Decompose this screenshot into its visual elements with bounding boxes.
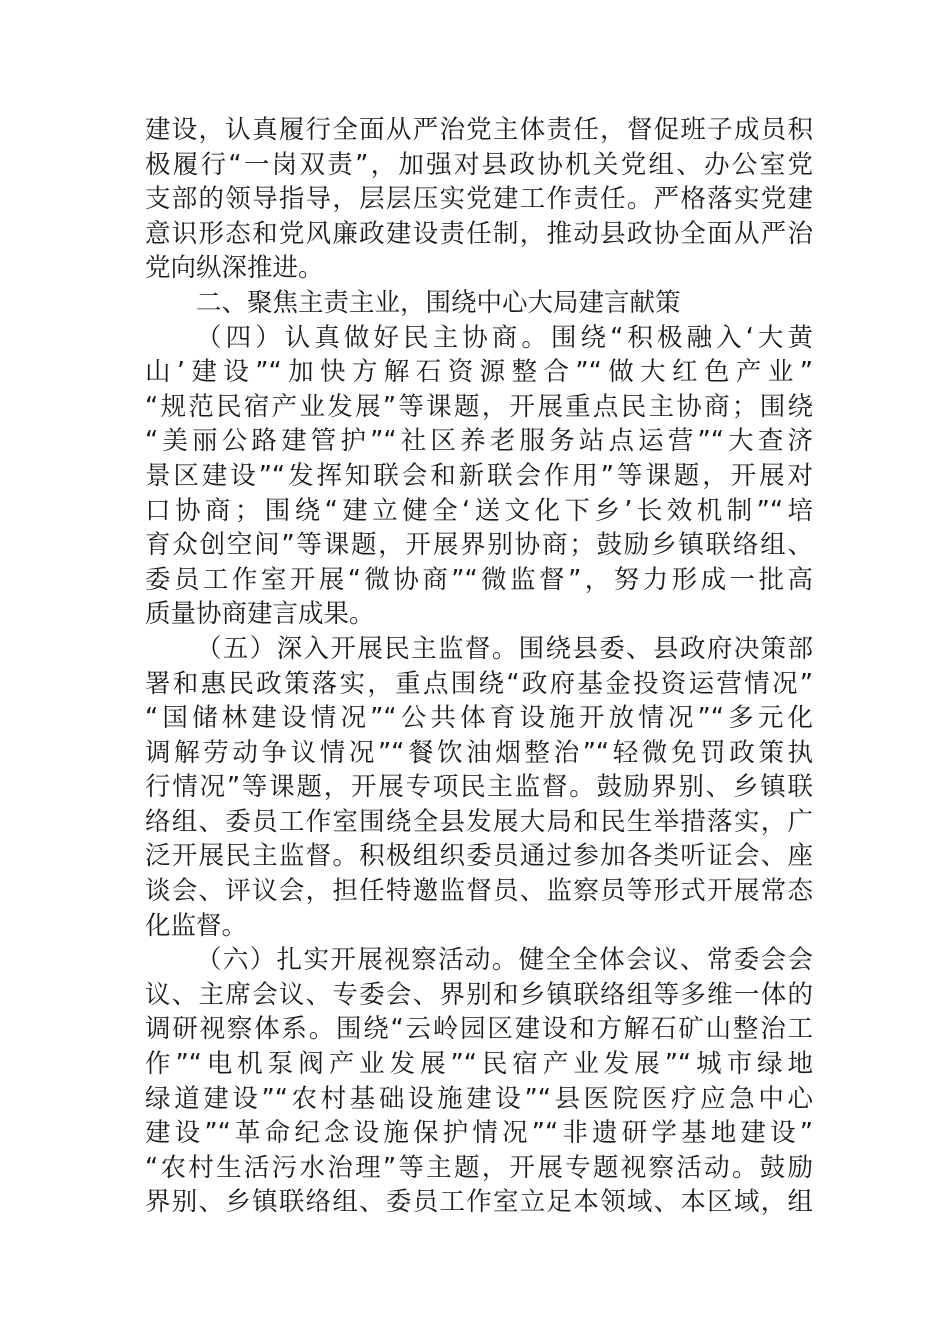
text-line: 党向纵深推进。 — [145, 253, 324, 284]
text-line: 调解劳动争议情况”“餐饮油烟整治”“轻微免罚政策执 — [145, 737, 813, 768]
text-line: “农村生活污水治理”等主题，开展专题视察活动。鼓励 — [145, 1152, 813, 1183]
text-line: 建设，认真履行全面从严治党主体责任，督促班子成员积 — [145, 115, 813, 145]
text-line: 育众创空间”等课题，开展界别协商；鼓励乡镇联络组、 — [145, 530, 813, 561]
text-line: （六）扎实开展视察活动。健全全体会议、常委会会 — [196, 945, 813, 976]
document-body — [145, 113, 813, 1220]
text-line: 口协商；围绕“建立健全‘送文化下乡’长效机制”“培 — [145, 495, 813, 526]
text-line: 山’建设”“加快方解石资源整合”“做大红色产业” — [145, 357, 813, 388]
text-line: 泛开展民主监督。积极组织委员通过参加各类听证会、座 — [145, 841, 813, 872]
text-line: 建设”“革命纪念设施保护情况”“非遗研学基地建设” — [145, 1118, 813, 1149]
text-line: （五）深入开展民主监督。围绕县委、县政府决策部 — [196, 633, 813, 664]
text-line: 作”“电机泵阀产业发展”“民宿产业发展”“城市绿地 — [145, 1049, 813, 1080]
text-line: 质量协商建言成果。 — [145, 599, 375, 630]
text-line: 界别、乡镇联络组、委员工作室立足本领域、本区域，组 — [145, 1187, 813, 1218]
text-line: 化监督。 — [145, 910, 248, 941]
text-line: 支部的领导指导，层层压实党建工作责任。严格落实党建 — [145, 184, 813, 215]
text-line: 意识形态和党风廉政建设责任制，推动县政协全面从严治 — [145, 218, 813, 249]
text-line: “国储林建设情况”“公共体育设施开放情况”“多元化 — [145, 703, 813, 734]
text-line: 谈会、评议会，担任特邀监督员、监察员等形式开展常态 — [145, 876, 813, 907]
text-line: （四）认真做好民主协商。围绕“积极融入‘大黄 — [196, 322, 813, 353]
text-line: “美丽公路建管护”“社区养老服务站点运营”“大查济 — [145, 426, 813, 457]
text-line: “规范民宿产业发展”等课题，开展重点民主协商；围绕 — [145, 391, 813, 422]
text-line: 极履行“一岗双责”，加强对县政协机关党组、办公室党 — [145, 149, 813, 180]
text-line: 络组、委员工作室围绕全县发展大局和民生举措落实，广 — [145, 806, 813, 837]
text-line: 景区建设”“发挥知联会和新联会作用”等课题，开展对 — [145, 460, 813, 491]
text-line: 议、主席会议、专委会、界别和乡镇联络组等多维一体的 — [145, 979, 813, 1010]
text-line: 署和惠民政策落实，重点围绕“政府基金投资运营情况” — [145, 668, 813, 699]
text-line: 行情况”等课题，开展专项民主监督。鼓励界别、乡镇联 — [145, 772, 813, 803]
text-line: 二、聚焦主责主业，围绕中心大局建言献策 — [196, 287, 681, 318]
text-line: 绿道建设”“农村基础设施建设”“县医院医疗应急中心 — [145, 1083, 813, 1114]
text-line: 委员工作室开展“微协商”“微监督”，努力形成一批高 — [145, 564, 813, 595]
text-line: 调研视察体系。围绕“云岭园区建设和方解石矿山整治工 — [145, 1014, 813, 1045]
